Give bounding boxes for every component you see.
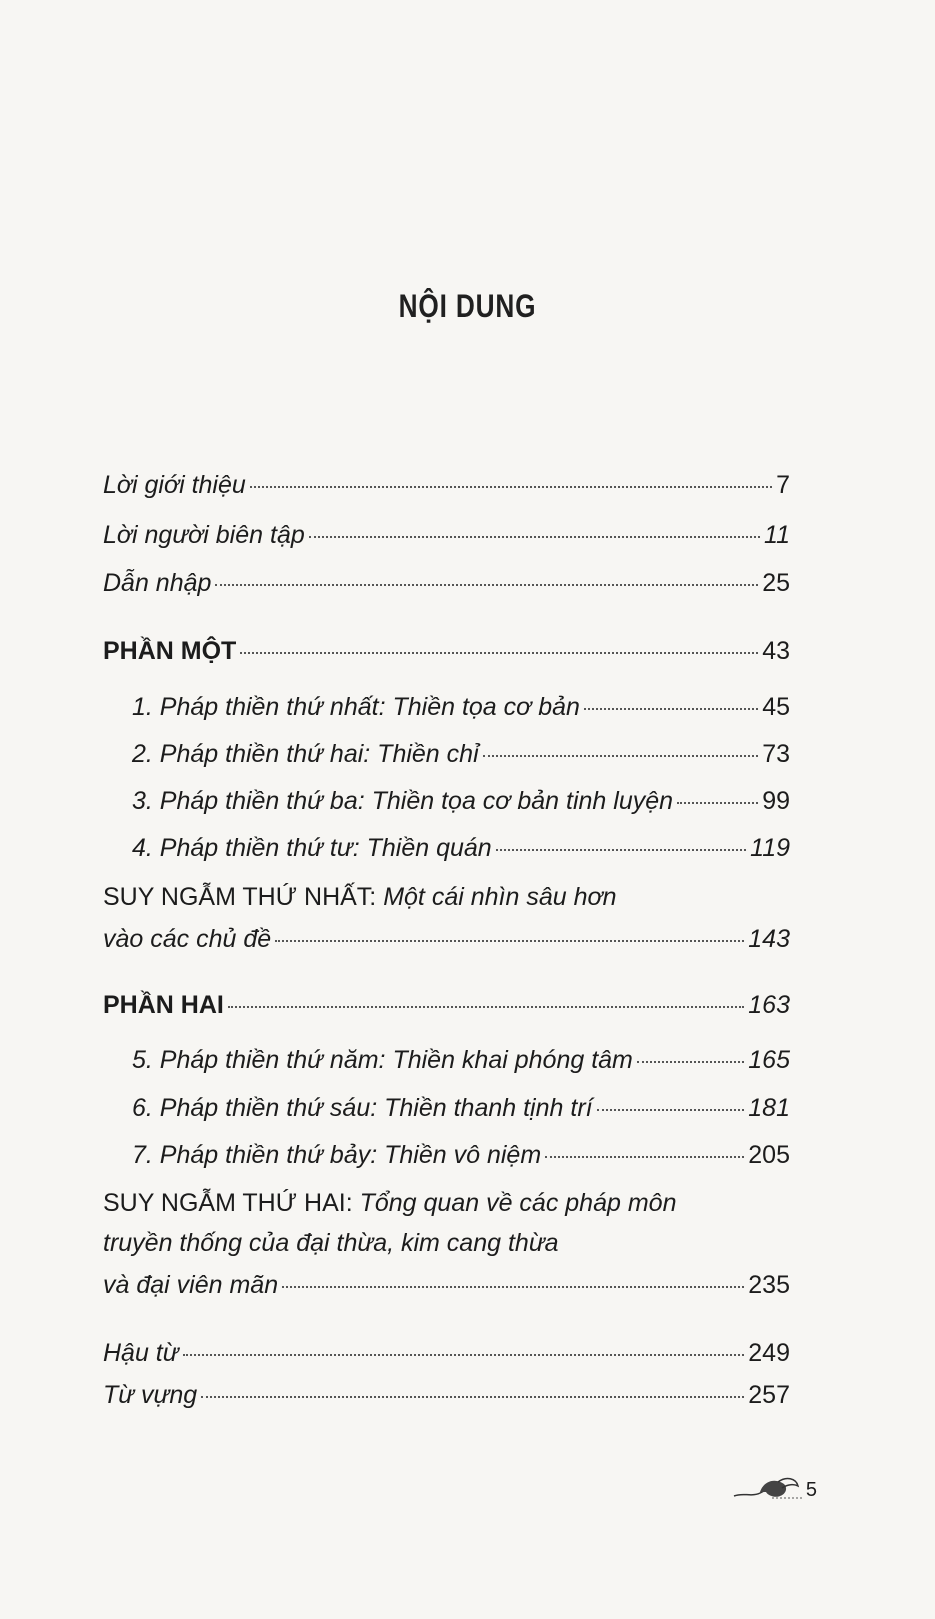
toc-entry: [132, 1043, 790, 1077]
toc-entry-page: 119: [750, 834, 790, 862]
toc-entry-title: PHẦN MỘT: [103, 637, 237, 665]
dot-leader: [250, 486, 772, 488]
dot-leader: [275, 940, 744, 942]
toc-entry-page: 25: [762, 569, 790, 597]
toc-entry-title: Lời giới thiệu: [103, 471, 246, 499]
toc-entry-page: 205: [748, 1141, 790, 1169]
toc-part-heading: [103, 634, 790, 668]
dot-leader: [597, 1109, 745, 1111]
page-folio: [732, 1472, 817, 1502]
toc-entry: [103, 1378, 790, 1412]
toc-entry-title: 6. Pháp thiền thứ sáu: Thiền thanh tịnh trí: [132, 1094, 593, 1122]
toc-entry-first-line: [103, 1186, 676, 1220]
toc-entry-title-continued: vào các chủ đề: [103, 925, 272, 953]
toc-entry-page: 99: [762, 787, 790, 815]
toc-entry-title: 5. Pháp thiền thứ năm: Thiền khai phóng tâm: [132, 1046, 633, 1074]
toc-entry-page: 73: [762, 740, 790, 768]
toc-entry-page: 163: [748, 991, 790, 1019]
toc-entry: [132, 737, 790, 771]
dot-leader: [201, 1396, 744, 1398]
toc-entry-page: 165: [748, 1046, 790, 1074]
toc-entry: [132, 831, 790, 865]
toc-entry-title: Từ vựng: [103, 1381, 198, 1409]
dot-leader: [496, 849, 746, 851]
toc-entry-title: Tổng quan về các pháp môn: [359, 1189, 677, 1217]
dot-leader: [309, 536, 760, 538]
toc-entry-first-line: [103, 880, 617, 914]
dot-leader: [228, 1006, 744, 1008]
toc-entry-title-continued: và đại viên mãn: [103, 1271, 279, 1299]
toc-entry-page: 43: [762, 637, 790, 665]
toc-entry: [132, 690, 790, 724]
toc-entry-title: Dẫn nhập: [103, 569, 212, 597]
dot-leader: [545, 1156, 744, 1158]
toc-entry-title: Hậu từ: [103, 1339, 179, 1367]
toc-entry: [132, 784, 790, 818]
toc-entry: [103, 468, 790, 502]
toc-entry-title-continued: truyền thống của đại thừa, kim cang thừa: [103, 1229, 559, 1257]
toc-entry: [103, 566, 790, 600]
toc-entry-title: 1. Pháp thiền thứ nhất: Thiền tọa cơ bản: [132, 693, 580, 721]
toc-entry: [103, 922, 790, 956]
toc-entry-page: 249: [748, 1339, 790, 1367]
toc-entry-page: 45: [762, 693, 790, 721]
dot-leader: [637, 1061, 744, 1063]
toc-entry-title: 2. Pháp thiền thứ hai: Thiền chỉ: [132, 740, 479, 768]
toc-entry-second-line: [103, 1226, 559, 1260]
toc-entry-title: Một cái nhìn sâu hơn: [383, 883, 617, 911]
dot-leader: [240, 652, 758, 654]
toc-entry: [103, 1336, 790, 1370]
toc-entry-page: 7: [776, 471, 790, 499]
toc-entry-page: 11: [764, 521, 790, 549]
dot-leader: [282, 1286, 744, 1288]
dot-leader: [215, 584, 758, 586]
toc-entry-title: PHẦN HAI: [103, 991, 224, 1019]
toc-entry-title: Lời người biên tập: [103, 521, 305, 549]
toc-entry-title: 7. Pháp thiền thứ bảy: Thiền vô niệm: [132, 1141, 542, 1169]
dot-leader: [483, 755, 759, 757]
toc-entry-page: 257: [748, 1381, 790, 1409]
toc-entry: [103, 518, 790, 552]
page-title: NỘI DUNG: [398, 288, 537, 324]
toc-part-heading: [103, 988, 790, 1022]
reflection-prefix: SUY NGẪM THỨ NHẤT:: [103, 883, 377, 911]
toc-entry-page: 235: [748, 1271, 790, 1299]
toc-entry: [132, 1138, 790, 1172]
toc-entry: [132, 1091, 790, 1125]
toc-entry-title: 4. Pháp thiền thứ tư: Thiền quán: [132, 834, 492, 862]
decorative-ornament-icon: [732, 1472, 804, 1502]
toc-entry-title: 3. Pháp thiền thứ ba: Thiền tọa cơ bản tinh luyện: [132, 787, 674, 815]
page-number: 5: [805, 1479, 817, 1501]
dot-leader: [584, 708, 758, 710]
dot-leader: [183, 1354, 745, 1356]
toc-entry-page: 181: [748, 1094, 790, 1122]
toc-entry: [103, 1268, 790, 1302]
toc-entry-page: 143: [748, 925, 790, 953]
dot-leader: [677, 802, 758, 804]
reflection-prefix: SUY NGẪM THỨ HAI:: [103, 1189, 353, 1217]
